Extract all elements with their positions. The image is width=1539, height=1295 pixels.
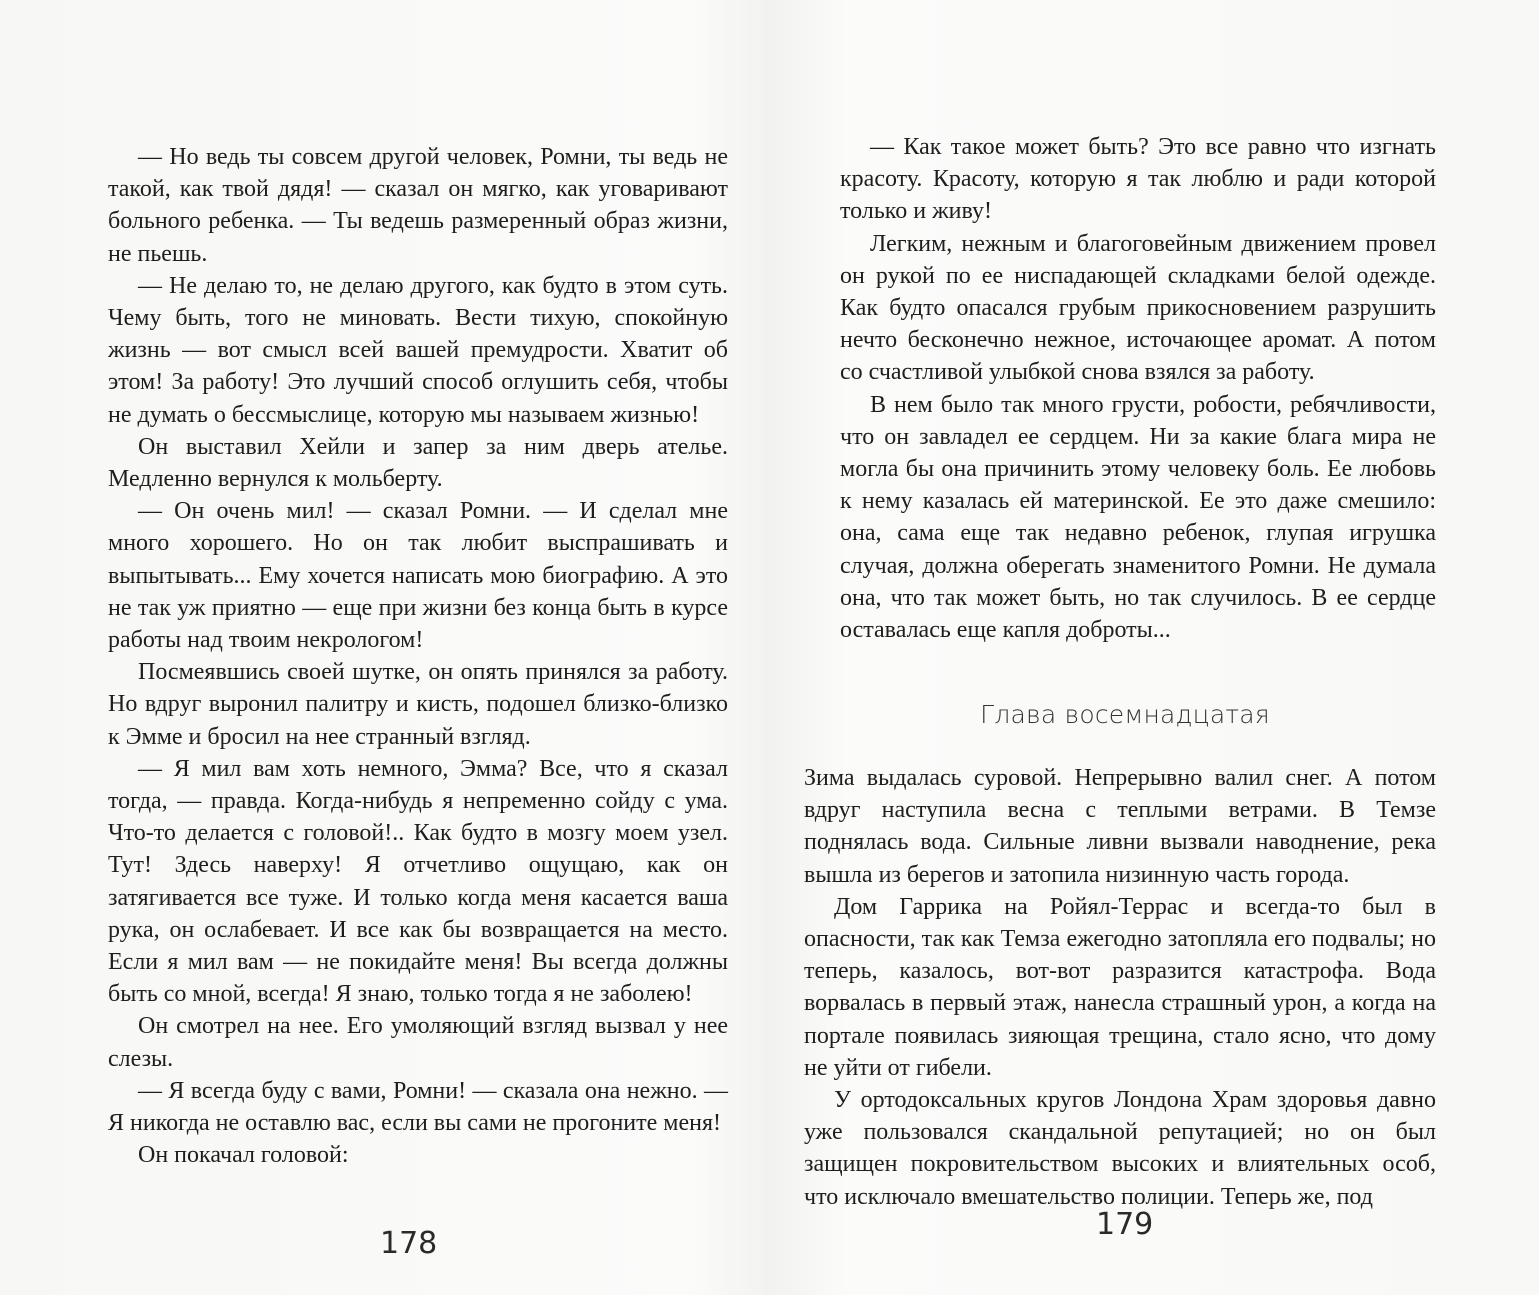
- right-page: [770, 0, 1539, 1295]
- paragraph: — Я мил вам хоть немного, Эмма? Все, что я сказал тогда, — правда. Когда-нибудь я непременно сойду с ума. Что-то делается с головой!.. Как будто в мозгу моем узел. Тут! Здесь наверху! Я отчетливо ощущаю, как он затягивается все туже. И только когда меня касается ваша рука, он ослабевает. И все как бы возвращается на место. Если я мил вам — не покидайте меня! Вы всегда должны быть со мной, всегда! Я знаю, только тогда я не заболею!: [108, 755, 728, 1008]
- paragraph: Зима выдалась суровой. Непрерывно валил снег. А потом вдруг наступила весна с теплыми ветрами. В Темзе поднялась вода. Сильные ливни вызвали наводнение, река вышла из берегов и затопила низинную часть города.: [804, 765, 1436, 888]
- paragraph: Он покачал головой:: [138, 1142, 349, 1169]
- left-page-text: [108, 141, 728, 1172]
- paragraph: — Он очень мил! — сказал Ромни. — И сделал мне много хорошего. Но он так любит выспрашивать и выпытывать... Ему хочется написать мою биографию. А это не так уж приятно — еще при жизни без конца быть в курсе работы над твоим некрологом!: [108, 498, 728, 654]
- paragraph: — Как такое может быть? Это все равно что изгнать красоту. Красоту, которую я так люблю и ради которой только и живу!: [840, 134, 1436, 225]
- chapter-title: Глава восемнадцатая: [980, 700, 1270, 729]
- paragraph: — Не делаю то, не делаю другого, как будто в этом суть. Чему быть, того не миновать. Вести тихую, спокойную жизнь — вот смысл всей вашей премудрости. Хватит об этом! За работу! Это лучший способ оглушить себя, чтобы не думать о бессмыслице, которую мы называем жизнью!: [108, 272, 728, 428]
- paragraph: У ортодоксальных кругов Лондона Храм здоровья давно уже пользовался скандальной репутацией; но он был защищен покровительством высоких и влиятельных особ, что исключало вмешательство полиции. Теперь же, под: [804, 1087, 1436, 1210]
- page-number-right: 179: [1096, 1207, 1154, 1242]
- paragraph: Он выставил Хейли и запер за ним дверь ателье. Медленно вернулся к мольберту.: [108, 433, 728, 493]
- paragraph: Он смотрел на нее. Его умоляющий взгляд вызвал у нее слезы.: [108, 1013, 728, 1072]
- right-page-text-bottom: [804, 762, 1436, 1213]
- right-page-text-top: [840, 131, 1436, 646]
- paragraph: — Я всегда буду с вами, Ромни! — сказала она нежно. — Я никогда не оставлю вас, если вы сами не прогоните меня!: [108, 1077, 728, 1137]
- paragraph: Дом Гаррика на Ройял-Террас и всегда-то был в опасности, так как Темза ежегодно затопляла его подвалы; но теперь, казалось, вот-вот разразится катастрофа. Вода ворвалась в первый этаж, нанесла страшный урон, а когда на портале появилась зияющая трещина, стало ясно, что дому не уйти от гибели.: [804, 893, 1436, 1081]
- page-number-left: 178: [380, 1226, 438, 1261]
- paragraph: — Но ведь ты совсем другой человек, Ромни, ты ведь не такой, как твой дядя! — сказал он мягко, как уговаривают больного ребенка. — Ты ведешь размеренный образ жизни, не пьешь.: [108, 144, 728, 267]
- paragraph: В нем было так много грусти, робости, ребячливости, что он завладел ее сердцем. Ни за какие блага мира не могла бы она причинить этому человеку боль. Ее любовь к нему казалась ей материнской. Ее это даже смешило: она, сама еще так недавно ребенок, глупая игрушка случая, должна оберегать знаменитого Ромни. Не думала она, что так может быть, но так случилось. В ее сердце оставалась еще капля доброты...: [840, 391, 1436, 644]
- paragraph: Посмеявшись своей шутке, он опять принялся за работу. Но вдруг выронил палитру и кисть, подошел близко-близко к Эмме и бросил на нее странный взгляд.: [108, 659, 728, 750]
- paragraph: Легким, нежным и благоговейным движением провел он рукой по ее ниспадающей складками белой одежде. Как будто опасался грубым прикосновением разрушить нечто бесконечно нежное, источающее аромат. А потом со счастливой улыбкой снова взялся за работу.: [840, 230, 1436, 386]
